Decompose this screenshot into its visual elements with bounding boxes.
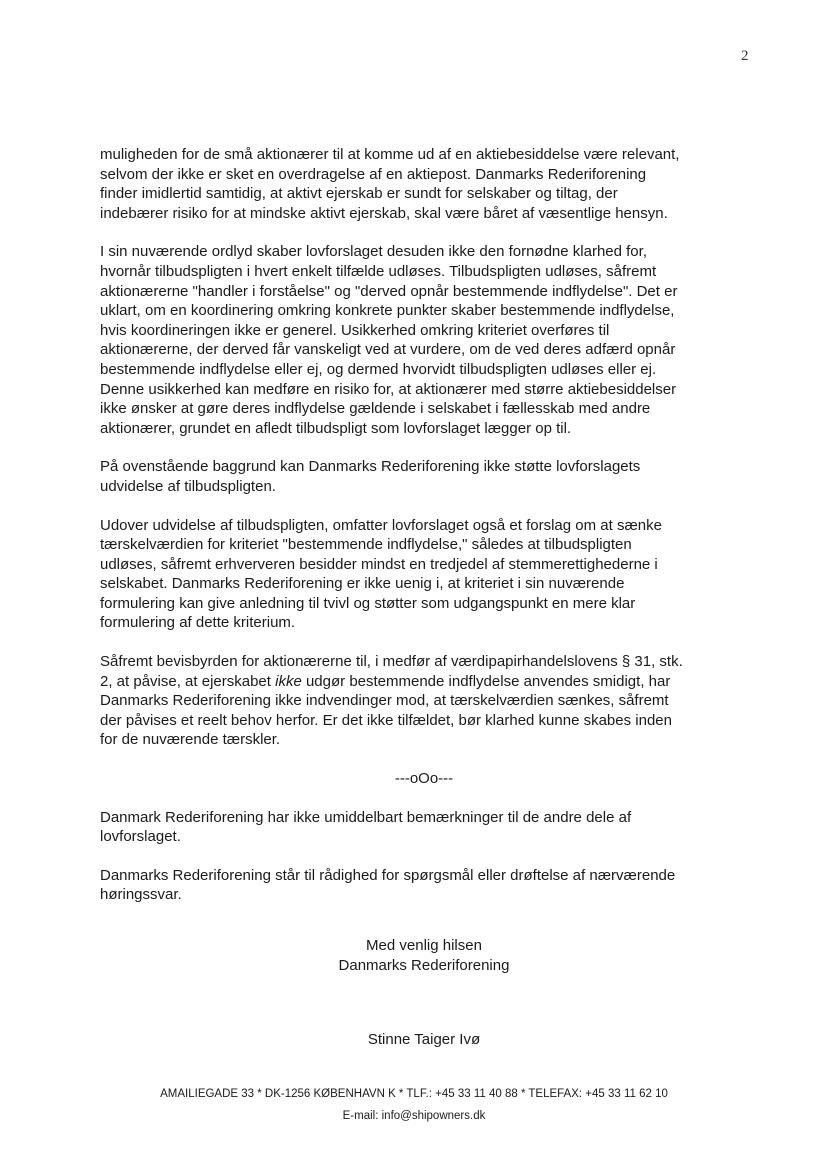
closing-greeting: Med venlig hilsen	[366, 937, 482, 954]
paragraph-5	[100, 652, 748, 750]
text-line: udløses, såfremt erhververen besidder mindst en tredjedel af stemmerettighederne i	[100, 555, 658, 573]
text-segment: 2, at påvise, at ejerskabet	[100, 672, 276, 690]
letter-footer	[0, 1083, 828, 1127]
text-line: Danmark Rederiforening har ikke umiddelbart bemærkninger til de andre dele af	[100, 808, 632, 826]
signer-name: Stinne Taiger Ivø	[367, 1031, 481, 1049]
text-line: høringssvar.	[100, 886, 182, 904]
text-line: hvornår tilbudspligten i hvert enkelt tilfælde udløses. Tilbudspligten udløses, såfremt	[100, 262, 657, 280]
text-line: Danmarks Rederiforening ikke indvendinger mod, at tærskelværdien sænkes, såfremt	[100, 692, 669, 710]
paragraph-4	[100, 516, 748, 634]
page-number: 2	[741, 48, 749, 64]
emphasis-ikke: ikke	[275, 672, 302, 690]
text-line: aktionærerne "handler i forståelse" og "derved opnår bestemmende indflydelse". Det er	[100, 282, 678, 300]
text-line: aktionærerne, der derved får vanskeligt ved at vurdere, om de ved deres adfærd opnår	[100, 341, 676, 359]
text-line: finder imidlertid samtidig, at aktivt ejerskab er sundt for selskaber og tiltag, der	[100, 185, 618, 203]
paragraph-2	[100, 242, 748, 438]
text-line: Danmarks Rederiforening står til rådighed for spørgsmål eller drøftelse af nærværende	[100, 866, 676, 884]
text-line: formulering af dette kriterium.	[100, 614, 296, 632]
closing-organization: Danmarks Rederiforening	[338, 956, 510, 974]
text-line: indebærer risiko for at mindske aktivt ejerskab, skal være båret af væsentlige hensyn.	[100, 204, 668, 222]
text-line: På ovenstående baggrund kan Danmarks Rederiforening ikke støtte lovforslagets	[100, 458, 641, 476]
text-line: Såfremt bevisbyrden for aktionærerne til, i medfør af værdipapirhandelslovens § 31, stk.	[100, 653, 683, 671]
text-line: I sin nuværende ordlyd skaber lovforslaget desuden ikke den fornødne klarhed for,	[100, 243, 647, 261]
text-line: for de nuværende tærskler.	[100, 731, 281, 749]
text-line: der påvises et reelt behov herfor. Er det ikke tilfældet, bør klarhed kunne skabes inden	[100, 711, 672, 729]
text-line: formulering kan give anledning til tvivl og støtter som udgangspunkt en mere klar	[100, 594, 636, 612]
text-line: hvis koordineringen ikke er generel. Usikkerhed omkring kriteriet overføres til	[100, 321, 610, 339]
footer-address: AMAILIEGADE 33 * DK-1256 KØBENHAVN K * TLF.: +45 33 11 40 88 * TELEFAX: +45 33 11 62 10	[160, 1088, 668, 1100]
paragraph-6	[100, 808, 748, 847]
text-line: udvidelse af tilbudspligten.	[100, 477, 276, 495]
text-line: tærskelværdien for kriteriet "bestemmende indflydelse," således at tilbudspligten	[100, 536, 632, 554]
text-line: aktionærer, grundet en afledt tilbudspligt som lovforslaget lægger op til.	[100, 419, 572, 437]
text-line: lovforslaget.	[100, 828, 181, 846]
footer-email: E-mail: info@shipowners.dk	[342, 1110, 486, 1122]
paragraph-7	[100, 866, 748, 905]
letter-body	[100, 145, 748, 1050]
text-line: bestemmende indflydelse eller ej, og dermed hvorvidt tilbudspligten udløses eller ej.	[100, 360, 657, 378]
text-line: ikke ønsker at gøre deres indflydelse gældende i selskabet i fællesskab med andre	[100, 400, 651, 418]
text-line-with-emphasis	[100, 672, 748, 692]
text-segment: udgør bestemmende indflydelse anvendes smidigt, har	[301, 672, 671, 690]
text-line: muligheden for de små aktionærer til at komme ud af en aktiebesiddelse være relevant,	[100, 146, 680, 163]
closing-block	[100, 936, 748, 975]
paragraph-1	[100, 145, 748, 223]
paragraph-3	[100, 457, 748, 496]
text-line: uklart, om en koordinering omkring konkrete punkter skaber bestemmende indflydelse,	[100, 302, 675, 320]
section-separator: ---oOo---	[394, 770, 454, 788]
text-line: selvom der ikke er sket en overdragelse af en aktiepost. Danmarks Rederiforening	[100, 165, 647, 183]
text-line: Denne usikkerhed kan medføre en risiko for, at aktionærer med større aktiebesiddelser	[100, 380, 677, 398]
text-line: selskabet. Danmarks Rederiforening er ikke uenig i, at kriteriet i sin nuværende	[100, 575, 625, 593]
text-line: Udover udvidelse af tilbudspligten, omfatter lovforslaget også et forslag om at sænke	[100, 516, 662, 534]
